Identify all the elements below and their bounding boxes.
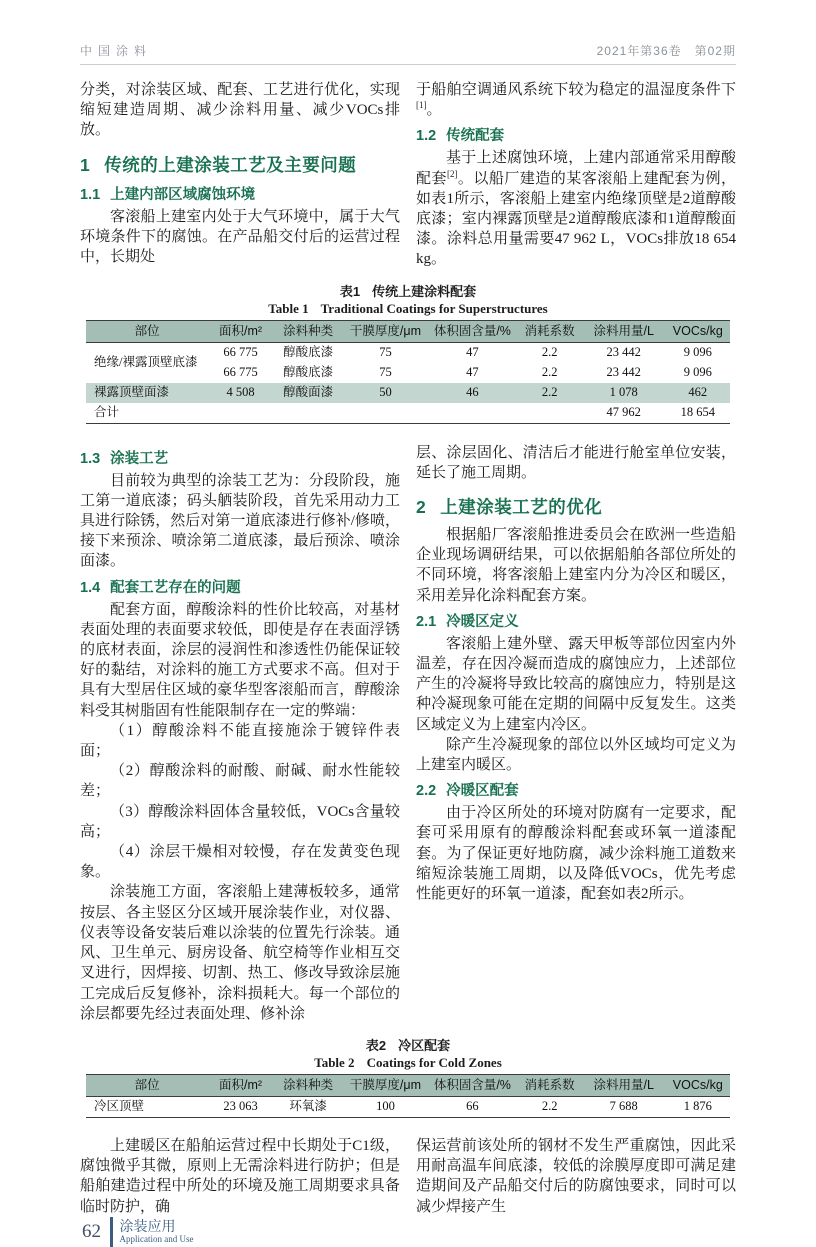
columns-top	[80, 80, 736, 270]
table-cell: 2.2	[541, 365, 558, 380]
paragraph-1-3: 目前较为典型的涂装工艺为：分段阶段，施工第一道底漆；码头舾装阶段，首先采用动力工具进行除锈，然后对第一道底漆进行修补/修喷，接下来预涂、喷涂第二道底漆，最后预涂、喷涂面漆。	[80, 472, 400, 570]
caption-text: 冷区配套	[398, 1037, 451, 1053]
column-header: 部位	[86, 320, 208, 342]
table-cell: 75	[379, 345, 392, 360]
section-2-1-heading	[416, 610, 736, 631]
table-cell: 47	[466, 345, 479, 360]
table-cell-part: 冷区顶壁	[94, 1099, 145, 1114]
table-cell: 23 063	[223, 1099, 258, 1114]
caption-label: 表1	[339, 283, 361, 299]
section-2-2-heading	[416, 779, 736, 800]
table-cell: 66 775	[223, 345, 258, 360]
section-1-heading	[80, 152, 400, 177]
column-header: 干膜厚度/μm	[344, 320, 428, 342]
column-header: 体积固含量/%	[427, 1074, 517, 1096]
right-column-middle	[416, 443, 736, 1024]
page-footer	[80, 1217, 736, 1247]
text-run: 于船舶空调通风系统下较为稳定的温湿度条件下	[416, 82, 736, 98]
table-cell: 2.2	[541, 1099, 558, 1114]
column-header: 干膜厚度/μm	[344, 1074, 428, 1096]
paragraph-1-4-a: 配套方面，醇酸涂料的性价比较高，对基材表面处理的表面要求较低，即使是存在表面浮锈的底材表面，涂层的浸润性和渗透性仍能保证较好的黏结，对涂料的施工方式要求不高。但对于具有大型居住区域的豪华型客滚船而言，醇酸涂料受其树脂固有性能限制存在一定的弊端：	[80, 601, 400, 719]
table-cell: 9 096	[683, 345, 712, 360]
column-header: 消耗系数	[517, 320, 581, 342]
list-item: （1）醇酸涂料不能直接施涂于镀锌件表面；	[80, 722, 400, 760]
table-cell: 4 508	[208, 383, 272, 403]
table-cell: 2.2	[541, 345, 558, 360]
section-title: 冷暖区定义	[446, 613, 519, 630]
paragraph-bottom-right: 保运营前该处所的钢材不发生严重腐蚀，因此采用耐高温车间底漆，较低的涂膜厚度即可满足建造期间及产品船交付后的防腐蚀要求，同时可以减少焊接产生	[416, 1137, 736, 1215]
text-run: 。	[426, 102, 442, 119]
text-run: 。以船厂建造的某客滚船上建配套为例，如表1所示，客滚船上建室内绝缘顶壁是2道醇酸底漆；室内裸露顶壁是2道醇酸底漆和1道醇酸面漆。涂料总用量需要47 962 L，VOCs排放18 654 kg。	[416, 170, 736, 268]
caption-text: Traditional Coatings for Superstructures	[320, 300, 548, 316]
table-cell: 66	[466, 1099, 479, 1114]
table-cell: 462	[666, 383, 730, 403]
table-cell: 9 096	[683, 365, 712, 380]
table-cell-part: 裸露顶壁面漆	[86, 383, 208, 403]
page-number: 62	[82, 1220, 101, 1242]
section-number: 2	[416, 497, 427, 518]
table-cell: 23 442	[606, 345, 641, 360]
paragraph-1-4-b: 涂装施工方面，客滚船上建薄板较多，通常按层、各主竖区分区域开展涂装作业，对仪器、仪表等设备安装后难以涂装的位置先行涂装。通风、卫生单元、厨房设备、航空椅等作业相互交叉进行，因焊接、切割、热工、修改导致涂层施工完成后反复修补，涂料损耗大。每一个部位的涂层都要先经过表面处理、修补涂	[80, 884, 400, 1022]
section-number: 2.2	[416, 783, 437, 800]
column-header: 体积固含量/%	[427, 320, 517, 342]
section-title: 配套工艺存在的问题	[110, 579, 241, 596]
paragraph-2-1-a: 客滚船上建外壁、露天甲板等部位因室内外温差，存在因冷凝而造成的腐蚀应力，上述部位产生的冷凝将导致比较高的腐蚀应力，特别是这种冷凝现象可能在定期的间隔中反复发生。这类区域定义为上建室内冷区。	[416, 635, 736, 733]
paragraph-2: 根据船厂客滚船推进委员会在欧洲一些造船企业现场调研结果，可以依据船舶各部位所处的不同环境，将客滚船上建室内分为冷区和暖区，采用差异化涂料配套方案。	[416, 527, 736, 604]
table-cell: 66 775	[223, 365, 258, 380]
list-item: （4）涂层干燥相对较慢，存在发黄变色现象。	[80, 844, 400, 881]
column-header: 面积/m²	[208, 320, 272, 342]
column-header: 涂料种类	[273, 320, 344, 342]
left-column-bottom	[80, 1136, 400, 1217]
footer-divider	[110, 1217, 113, 1247]
column-name-cn: 涂装应用	[119, 1218, 176, 1235]
section-number: 1.1	[80, 186, 101, 203]
column-header: 涂料用量/L	[582, 320, 666, 342]
section-1-4-heading	[80, 576, 400, 597]
paragraph-intro-right	[416, 80, 736, 120]
section-title: 传统配套	[446, 128, 505, 145]
section-number: 1.2	[416, 128, 437, 145]
table-cell: 75	[379, 365, 392, 380]
paragraph-2-2: 由于冷区所处的环境对防腐有一定要求，配套可采用原有的醇酸涂料配套或环氧一道漆配套。为了保证更好地防腐，减少涂料施工道数来缩短涂装施工周期，以及降低VOCs，优先考虑性能更好的环氧一道漆，配套如表2所示。	[416, 805, 736, 903]
column-header: VOCs/kg	[666, 1074, 730, 1096]
table-cell: 46	[427, 383, 517, 403]
paragraph-continuation: 层、涂层固化、清洁后才能进行舱室单位安装，延长了施工周期。	[416, 444, 736, 481]
table-cell	[427, 403, 517, 424]
section-1-3-heading	[80, 447, 400, 468]
table1-header-row	[86, 320, 730, 342]
paragraph-bottom-left: 上建暖区在船舶运营过程中长期处于C1级，腐蚀微乎其微，原则上无需涂料进行防护；但是船舶建造过程中所处的环境及施工周期要求具备临时防护，确	[80, 1137, 400, 1215]
caption-label: Table 1	[268, 300, 309, 316]
issue-info: 2021年第36卷 第02期	[596, 44, 736, 58]
section-number: 1.4	[80, 579, 101, 596]
table-cell: 7 688	[609, 1099, 638, 1114]
caption-text: Coatings for Cold Zones	[366, 1054, 502, 1070]
table-row	[86, 342, 730, 363]
columns-bottom	[80, 1136, 736, 1217]
section-number: 2.1	[416, 613, 437, 630]
table2-block	[86, 1038, 730, 1118]
table-cell: 47	[466, 365, 479, 380]
table-cell-part: 合计	[94, 405, 120, 420]
caption-text: 传统上建涂料配套	[372, 283, 477, 299]
table-cell: 醇酸底漆	[283, 345, 334, 360]
table-cell: 醇酸底漆	[283, 365, 334, 380]
right-column-top	[416, 80, 736, 270]
table-cell: 2.2	[517, 383, 581, 403]
table-cell-part: 绝缘/裸露顶壁底漆	[94, 355, 198, 370]
table-row	[86, 383, 730, 403]
table-cell	[208, 403, 272, 424]
column-header: 消耗系数	[517, 1074, 581, 1096]
columns-middle	[80, 443, 736, 1024]
column-header: 部位	[86, 1074, 208, 1096]
table-cell: 1 078	[582, 383, 666, 403]
section-title: 传统的上建涂装工艺及主要问题	[104, 154, 357, 175]
table1	[86, 320, 730, 424]
paragraph-1-2	[416, 148, 736, 269]
citation-2: [2]	[446, 168, 458, 179]
list-item: （3）醇酸涂料固体含量较低，VOCs含量较高；	[80, 803, 400, 840]
section-title: 冷暖区配套	[446, 783, 519, 800]
column-name-en: Application and Use	[119, 1234, 194, 1245]
table-cell: 23 442	[606, 365, 641, 380]
footer-column-label	[120, 1218, 194, 1245]
journal-name: 中国涂料	[80, 44, 153, 58]
table-row-total	[86, 403, 730, 424]
section-title: 上建内部区域腐蚀环境	[110, 186, 256, 203]
text-run: 基于上述腐蚀环境，上建内部通常采用醇酸配套	[416, 150, 736, 187]
table2-caption-cn	[86, 1038, 730, 1054]
table2	[86, 1074, 730, 1118]
table-cell: 47 962	[606, 405, 641, 420]
paragraph-2-1-b: 除产生冷凝现象的部位以外区域均可定义为上建室内暖区。	[416, 736, 736, 774]
section-1-1-heading	[80, 183, 400, 204]
table2-header-row	[86, 1074, 730, 1096]
paragraph-intro-left: 分类，对涂装区域、配套、工艺进行优化，实现缩短建造周期、减少涂料用量、减少VOCs排放。	[80, 82, 400, 139]
list-item: （2）醇酸涂料的耐酸、耐碱、耐水性能较差；	[80, 763, 400, 800]
table-cell: 环氧漆	[289, 1099, 327, 1114]
section-1-2-heading	[416, 124, 736, 145]
table1-caption-cn	[86, 284, 730, 300]
running-head	[80, 42, 736, 65]
caption-label: 表2	[365, 1037, 387, 1053]
section-title: 上建涂装工艺的优化	[440, 497, 603, 518]
table-cell: 1 876	[683, 1099, 712, 1114]
table1-block	[86, 284, 730, 424]
table-cell	[273, 403, 344, 424]
section-title: 涂装工艺	[110, 450, 169, 467]
left-column-top	[80, 80, 400, 270]
citation-1: [1]	[416, 100, 427, 111]
left-column-middle	[80, 443, 400, 1024]
table-cell: 醇酸面漆	[273, 383, 344, 403]
table-cell: 18 654	[680, 405, 715, 420]
section-number: 1	[80, 154, 91, 175]
column-header: VOCs/kg	[666, 320, 730, 342]
column-header: 涂料用量/L	[582, 1074, 666, 1096]
right-column-bottom	[416, 1136, 736, 1217]
table-row	[86, 1096, 730, 1117]
table-cell: 100	[376, 1099, 395, 1114]
table-cell: 50	[344, 383, 428, 403]
caption-label: Table 2	[314, 1054, 355, 1070]
table-cell	[517, 403, 581, 424]
section-number: 1.3	[80, 450, 101, 467]
column-header: 涂料种类	[273, 1074, 344, 1096]
column-header: 面积/m²	[208, 1074, 272, 1096]
table2-caption-en	[86, 1054, 730, 1071]
paragraph-1-1: 客滚船上建室内处于大气环境中，属于大气环境条件下的腐蚀。在产品船交付后的运营过程中，长期处	[80, 208, 400, 266]
table1-caption-en	[86, 300, 730, 317]
section-2-heading	[416, 494, 736, 519]
table-cell	[344, 403, 428, 424]
